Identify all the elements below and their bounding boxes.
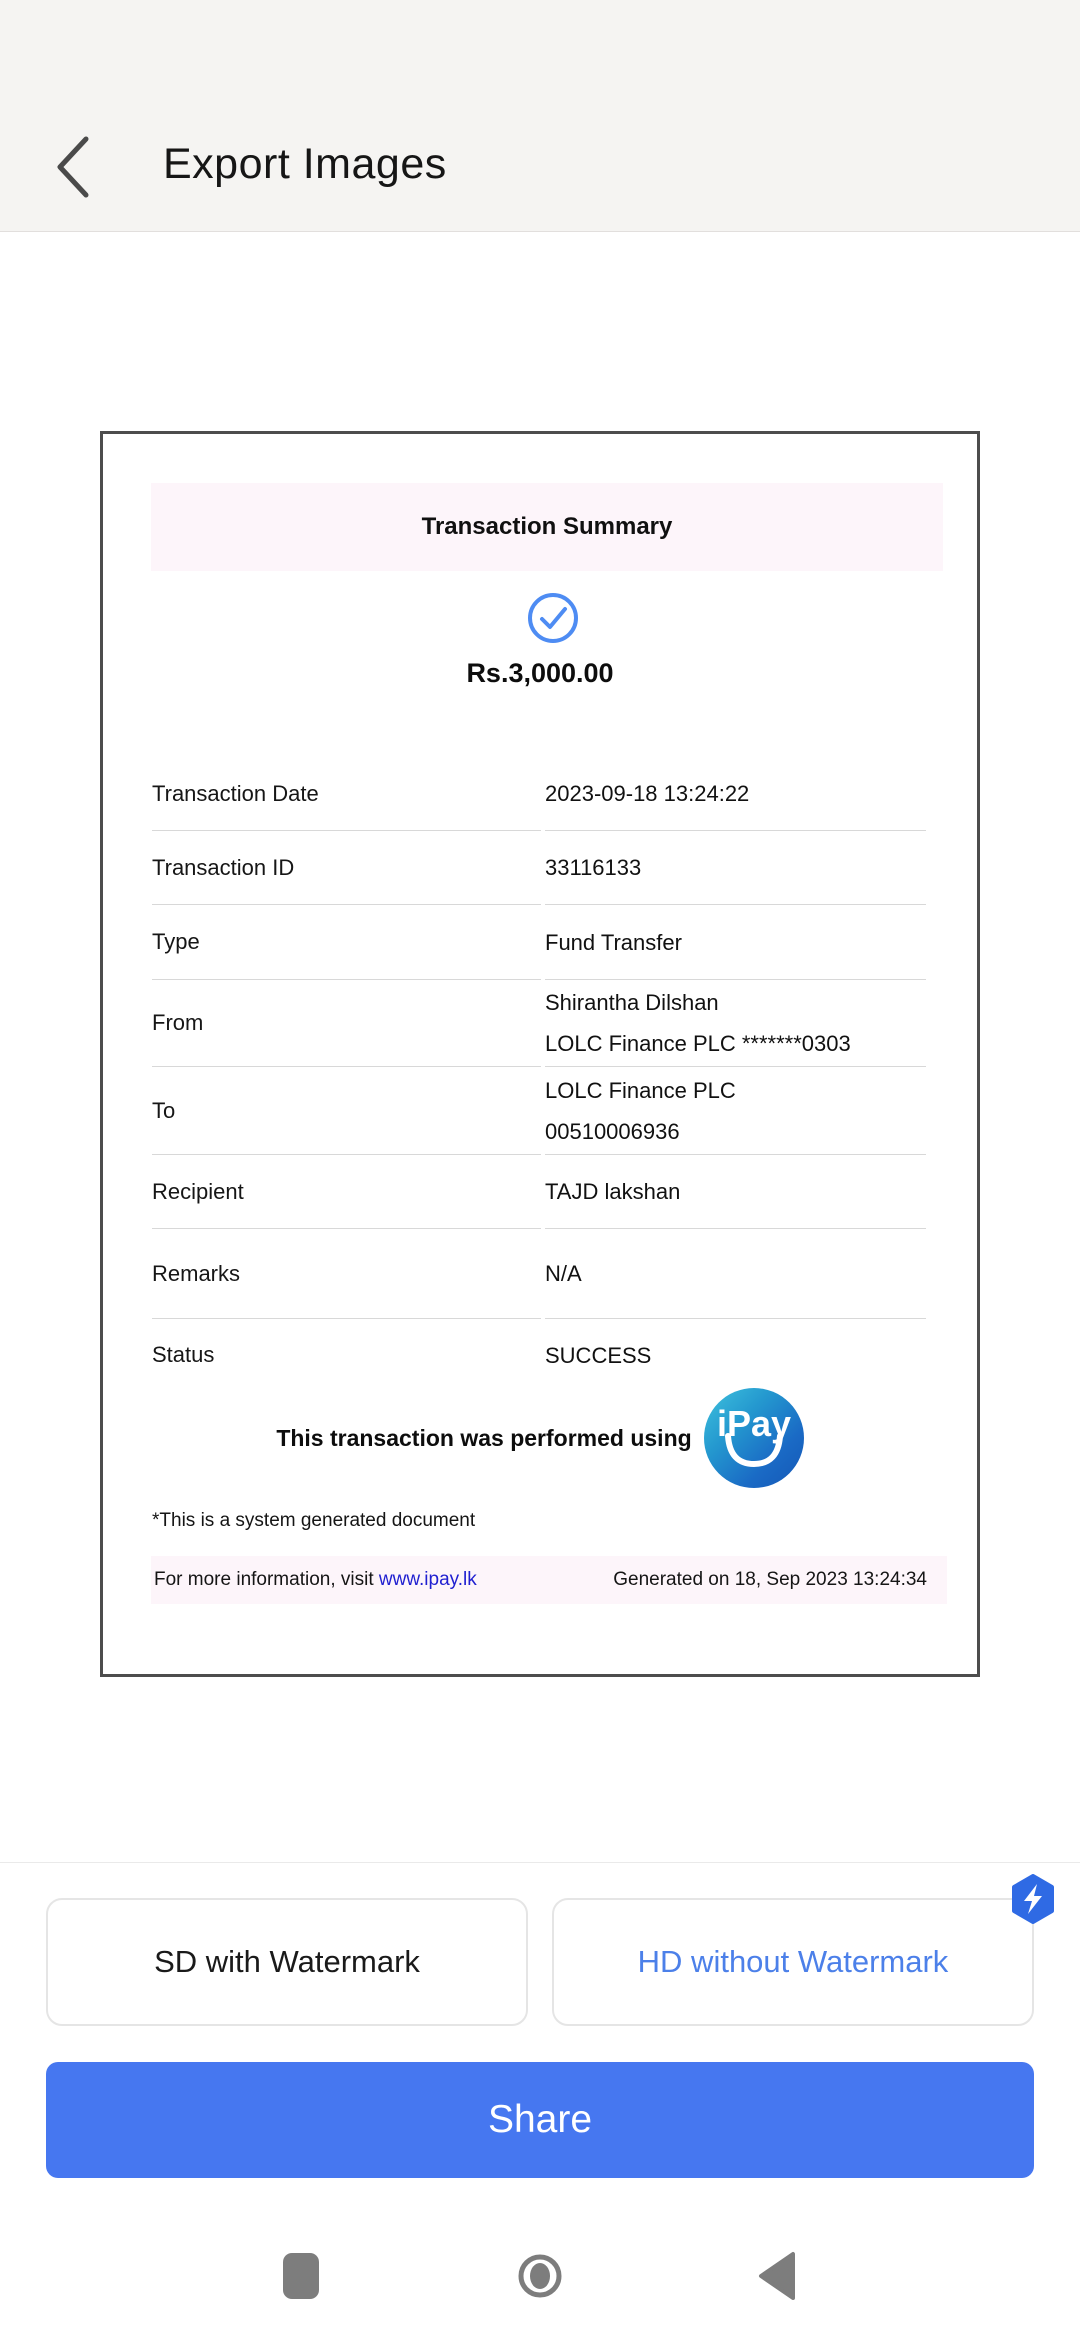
table-row: [152, 1155, 926, 1229]
row-value: 33116133: [545, 855, 642, 880]
more-info-prefix: For more information, visit: [154, 1569, 379, 1590]
sheet-divider: [0, 1862, 1080, 1863]
row-label: Recipient: [152, 1155, 541, 1229]
row-label: From: [152, 980, 541, 1067]
row-value: LOLC Finance PLC *******0303: [545, 1031, 851, 1056]
table-row: [152, 980, 926, 1067]
receipt-preview: [100, 431, 980, 1677]
row-value: 2023-09-18 13:24:22: [545, 781, 750, 806]
row-value: Fund Transfer: [545, 929, 682, 955]
row-label: Status: [152, 1342, 215, 1367]
row-value: N/A: [545, 1261, 582, 1286]
hd-without-watermark-button[interactable]: [552, 1898, 1034, 2026]
row-value: SUCCESS: [545, 1342, 652, 1368]
share-button-label: Share: [487, 2098, 593, 2141]
more-info-text: [154, 1569, 477, 1591]
row-value: Shirantha Dilshan: [545, 990, 719, 1015]
ipay-logo-text: iPay: [716, 1403, 791, 1444]
success-check-icon: [527, 592, 579, 644]
performed-using-row: [103, 1386, 977, 1490]
table-row: [152, 905, 926, 980]
system-generated-note: *This is a system generated document: [152, 1510, 476, 1531]
receipt-footer: [151, 1556, 947, 1604]
hd-button-label: HD without Watermark: [637, 1944, 949, 1979]
row-value: LOLC Finance PLC: [545, 1077, 736, 1103]
row-label: Type: [152, 905, 541, 980]
receipt-title: Transaction Summary: [151, 483, 943, 571]
table-row: [152, 1229, 926, 1319]
nav-home-circle-icon[interactable]: [516, 2252, 564, 2300]
table-row: [152, 1067, 926, 1155]
transaction-amount: Rs.3,000.00: [466, 658, 614, 688]
chevron-left-icon: [52, 134, 96, 200]
nav-back-triangle-icon[interactable]: [757, 2251, 797, 2301]
row-label: To: [152, 1067, 541, 1155]
back-button[interactable]: [52, 134, 96, 200]
sd-with-watermark-button[interactable]: [46, 1898, 528, 2026]
row-label: Transaction Date: [152, 757, 541, 831]
ipay-logo-icon: [704, 1388, 804, 1488]
table-row: [152, 1319, 926, 1391]
premium-badge: [1010, 1874, 1056, 1924]
performed-using-text: This transaction was performed using: [276, 1424, 692, 1451]
transaction-details-table: [152, 757, 926, 1391]
row-label: Transaction ID: [152, 831, 541, 905]
row-value: 00510006936: [545, 1118, 680, 1144]
table-row: [152, 757, 926, 831]
nav-recents-square-icon[interactable]: [283, 2253, 319, 2299]
ipay-link: www.ipay.lk: [378, 1569, 477, 1590]
sd-button-label: SD with Watermark: [154, 1944, 420, 1979]
row-label: Remarks: [152, 1229, 541, 1319]
share-button[interactable]: [46, 2062, 1034, 2178]
lightning-bolt-icon: [1010, 1874, 1056, 1924]
table-row: [152, 831, 926, 905]
app-bar: [0, 0, 1080, 232]
page-title: Export Images: [163, 140, 447, 188]
row-value: TAJD lakshan: [545, 1179, 681, 1204]
generated-timestamp: Generated on 18, Sep 2023 13:24:34: [613, 1569, 927, 1590]
